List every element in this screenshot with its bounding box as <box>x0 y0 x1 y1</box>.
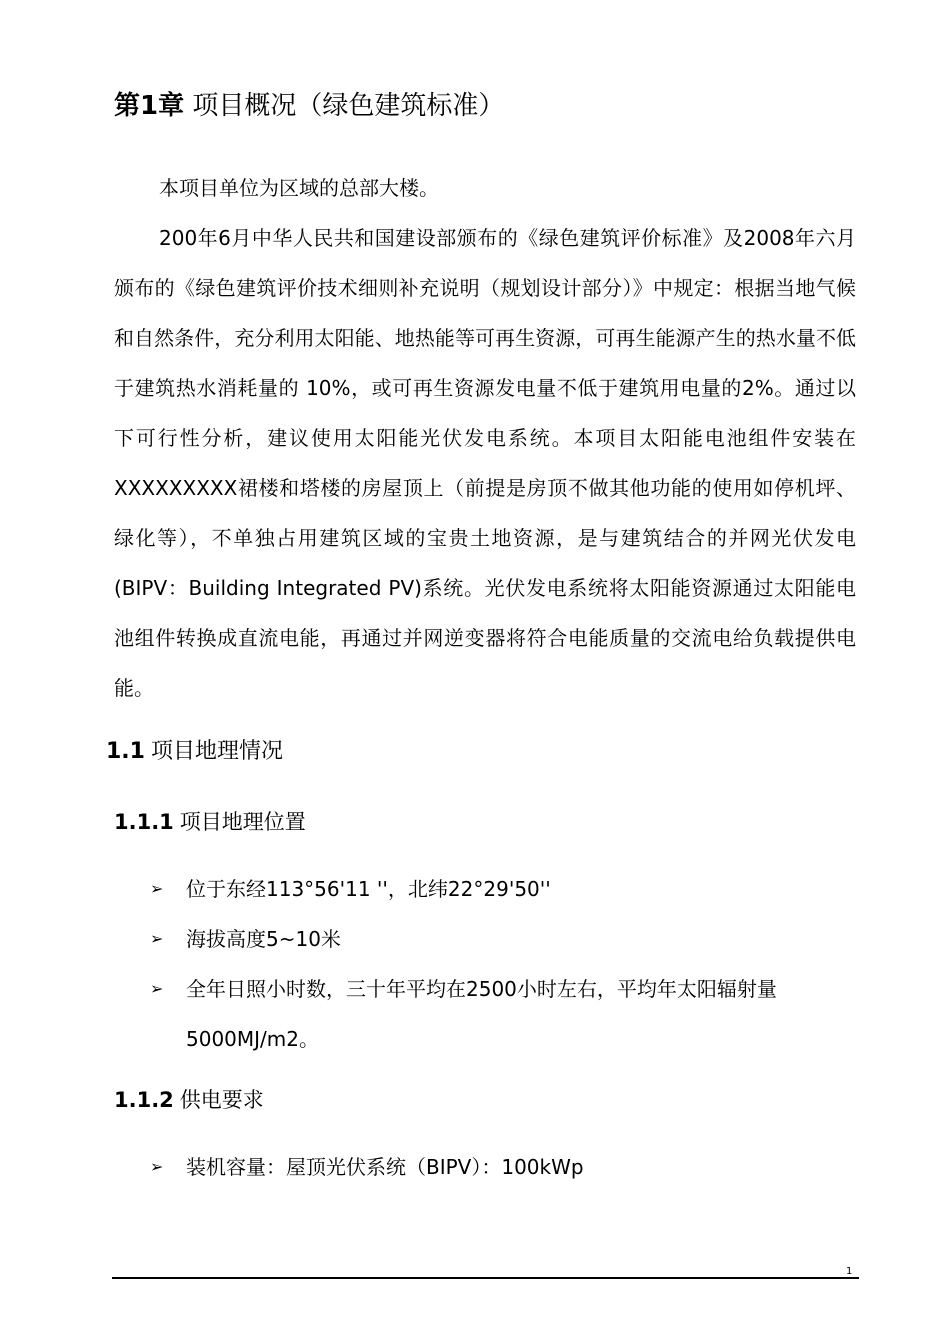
list-item <box>150 964 860 1064</box>
page-number: 1 <box>846 1266 853 1277</box>
chapter-number: 第1章 <box>114 91 185 121</box>
subsection-number: 1.1.1 <box>114 810 174 834</box>
list-item-text: 全年日照小时数，三十年平均在2500小时左右，平均年太阳辐射量5000MJ/m2。 <box>186 977 777 1051</box>
section-title: 项目地理情况 <box>150 739 283 764</box>
chapter-title-text: 项目概况（绿色建筑标准） <box>192 91 505 121</box>
subsection-title: 供电要求 <box>179 1088 264 1112</box>
arrow-bullet-icon: ➢ <box>150 929 164 948</box>
paragraph-2: 200年6月中华人民共和国建设部颁布的《绿色建筑评价标准》及2008年六月颁布的《绿色建筑评价技术细则补充说明（规划设计部分）》中规定：根据当地气候和自然条件，充分利用太阳能、地热能等可再生资源，可再生能源产生的热水量不低于建筑热水消耗量的 10%，或可再生资源发电量不低于建筑用电量的2%。通过以下可行性分析，建议使用太阳能光伏发电系统。本项目太阳能电池组件安装在XXXXXXXXX裙楼和塔楼的房屋顶上（前提是房顶不做其他功能的使用如停机坪、绿化等），不单独占用建筑区域的宝贵土地资源，是与建筑结合的并网光伏发电(BIPV：Building Integrated PV)系统。光伏发电系统将太阳能资源通过太阳能电池组件转换成直流电能，再通过并网逆变器将符合电能质量的交流电给负载提供电能。 <box>114 226 856 700</box>
section-heading-1-1-1 <box>114 804 306 840</box>
list-item-text: 位于东经113°56'11 ''，北纬22°29'50'' <box>186 877 551 901</box>
list-item-text: 装机容量：屋顶光伏系统（BIPV）：100kWp <box>186 1155 584 1179</box>
arrow-bullet-icon: ➢ <box>150 979 164 998</box>
section-number: 1.1 <box>106 739 145 764</box>
location-list <box>150 864 860 1064</box>
arrow-bullet-icon: ➢ <box>150 879 164 898</box>
paragraph-1: 本项目单位为区域的总部大楼。 <box>159 176 439 200</box>
power-requirements-list <box>150 1142 860 1192</box>
chapter-heading <box>114 88 504 124</box>
subsection-number: 1.1.2 <box>114 1088 174 1112</box>
subsection-title: 项目地理位置 <box>179 810 306 834</box>
section-heading-1-1-2 <box>114 1082 264 1118</box>
list-item <box>150 914 860 964</box>
list-item <box>150 864 860 914</box>
section-heading-1-1 <box>106 734 283 770</box>
footer-divider <box>112 1277 859 1279</box>
arrow-bullet-icon: ➢ <box>150 1157 164 1176</box>
list-item <box>150 1142 860 1192</box>
list-item-text: 海拔高度5~10米 <box>186 927 341 951</box>
intro-text <box>114 163 856 713</box>
